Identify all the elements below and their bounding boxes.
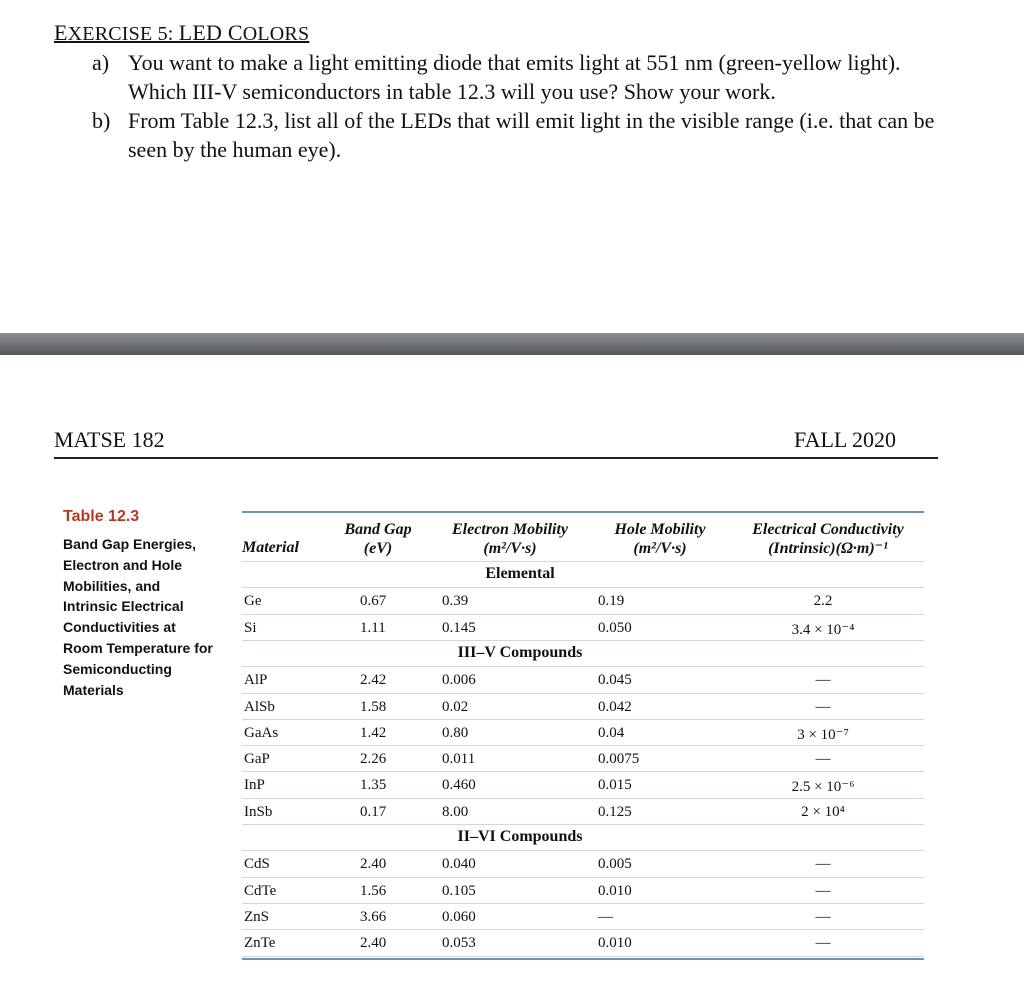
section-heading: III–V Compounds bbox=[457, 643, 583, 661]
cell-hole-mobility: 0.010 bbox=[598, 882, 632, 899]
term: FALL 2020 bbox=[794, 427, 897, 452]
cell-band-gap: 0.67 bbox=[360, 593, 387, 610]
cell-electron-mobility: 0.006 bbox=[442, 672, 476, 689]
cell-material: CdTe bbox=[244, 882, 277, 899]
cell-electron-mobility: 0.460 bbox=[442, 777, 476, 794]
cell-band-gap: 0.17 bbox=[360, 803, 387, 820]
row-rule bbox=[242, 903, 924, 904]
cell-conductivity: 2.5 × 10⁻⁶ bbox=[791, 779, 855, 796]
section-end-rule bbox=[242, 956, 924, 957]
row-rule bbox=[242, 771, 924, 772]
cell-material: GaAs bbox=[244, 724, 279, 741]
cell-electron-mobility: 0.105 bbox=[442, 882, 476, 899]
header-rule bbox=[242, 561, 924, 562]
cell-band-gap: 2.40 bbox=[360, 856, 387, 873]
question-b-text: From Table 12.3, list all of the LEDs that will emit light in the visible range (i.e. that can be seen by the human eye). bbox=[128, 108, 935, 162]
cell-hole-mobility: 0.005 bbox=[598, 856, 632, 873]
row-rule bbox=[242, 719, 924, 720]
cell-electron-mobility: 0.060 bbox=[442, 908, 476, 925]
cell-material: InSb bbox=[244, 803, 273, 820]
cell-material: Si bbox=[244, 619, 257, 636]
cell-material: GaP bbox=[244, 751, 270, 768]
cell-electron-mobility: 0.053 bbox=[442, 935, 476, 952]
cell-conductivity: 3.4 × 10⁻⁴ bbox=[791, 621, 855, 638]
cell-material: ZnS bbox=[244, 908, 270, 925]
row-rule bbox=[242, 850, 924, 851]
section-heading: II–VI Compounds bbox=[457, 828, 583, 845]
cell-band-gap: 3.66 bbox=[360, 908, 387, 925]
question-a-text: You want to make a light emitting diode that emits light at 551 nm (green-yellow light). Which III-V semiconductors in table 12.3 will you use? Show your work. bbox=[128, 50, 901, 104]
cell-band-gap: 1.58 bbox=[360, 698, 387, 715]
cell-hole-mobility: 0.04 bbox=[598, 724, 625, 741]
cell-hole-mobility: 0.045 bbox=[598, 672, 632, 689]
cell-conductivity: 2.2 bbox=[813, 593, 833, 610]
table-number: Table 12.3 bbox=[63, 508, 140, 525]
cell-band-gap: 1.56 bbox=[360, 882, 387, 899]
cell-conductivity: — bbox=[815, 751, 831, 768]
cell-hole-mobility: 0.015 bbox=[598, 777, 632, 794]
cell-band-gap: 2.40 bbox=[360, 935, 387, 952]
exercise-title: EXERCISE 5: LED COLORS bbox=[54, 20, 310, 45]
page-separator-band bbox=[0, 333, 1024, 355]
cell-electron-mobility: 0.040 bbox=[442, 856, 476, 873]
cell-material: InP bbox=[244, 777, 265, 794]
header-electron-mobility: Electron Mobility (m²/V·s) bbox=[452, 521, 568, 557]
row-rule bbox=[242, 877, 924, 878]
row-rule bbox=[242, 929, 924, 930]
table-bottom-rule bbox=[242, 958, 924, 960]
cell-conductivity: — bbox=[815, 856, 831, 873]
cell-hole-mobility: — bbox=[598, 908, 613, 925]
cell-conductivity: — bbox=[815, 698, 831, 715]
cell-conductivity: — bbox=[815, 908, 831, 925]
row-rule bbox=[242, 798, 924, 799]
cell-hole-mobility: 0.0075 bbox=[598, 751, 640, 768]
question-a-label: a) bbox=[92, 50, 110, 75]
table-top-rule bbox=[242, 511, 924, 513]
cell-electron-mobility: 0.145 bbox=[442, 619, 476, 636]
section-end-rule bbox=[242, 640, 924, 641]
header-rule bbox=[54, 457, 938, 459]
cell-hole-mobility: 0.125 bbox=[598, 803, 632, 820]
header-band-gap: Band Gap (eV) bbox=[344, 521, 412, 557]
question-b-label: b) bbox=[92, 108, 111, 133]
cell-conductivity: — bbox=[815, 882, 831, 899]
table-caption: Band Gap Energies, Electron and Hole Mobilities, and Intrinsic Electrical Conductivities at Room Temperature for Semiconducting Materials bbox=[63, 536, 213, 698]
row-rule bbox=[242, 614, 924, 615]
cell-electron-mobility: 0.02 bbox=[442, 698, 469, 715]
cell-conductivity: — bbox=[815, 935, 831, 952]
cell-material: ZnTe bbox=[244, 935, 276, 952]
course-name: MATSE 182 bbox=[54, 427, 165, 452]
cell-material: AlP bbox=[244, 672, 268, 689]
cell-band-gap: 1.11 bbox=[360, 619, 386, 636]
row-rule bbox=[242, 693, 924, 694]
cell-material: AlSb bbox=[244, 698, 275, 715]
cell-electron-mobility: 0.80 bbox=[442, 724, 469, 741]
cell-band-gap: 1.35 bbox=[360, 777, 387, 794]
header-hole-mobility: Hole Mobility (m²/V·s) bbox=[614, 521, 706, 557]
cell-conductivity: 3 × 10⁻⁷ bbox=[797, 726, 849, 743]
section-end-rule bbox=[242, 824, 924, 825]
row-rule bbox=[242, 587, 924, 588]
cell-hole-mobility: 0.042 bbox=[598, 698, 632, 715]
cell-conductivity: — bbox=[815, 672, 831, 689]
row-rule bbox=[242, 745, 924, 746]
cell-electron-mobility: 0.39 bbox=[442, 593, 469, 610]
row-rule bbox=[242, 666, 924, 667]
cell-band-gap: 2.26 bbox=[360, 751, 387, 768]
cell-electron-mobility: 0.011 bbox=[442, 751, 476, 768]
cell-hole-mobility: 0.19 bbox=[598, 593, 625, 610]
cell-material: Ge bbox=[244, 593, 262, 610]
cell-band-gap: 1.42 bbox=[360, 724, 387, 741]
cell-conductivity: 2 × 10⁴ bbox=[801, 803, 845, 820]
cell-material: CdS bbox=[244, 856, 270, 873]
header-material: Material bbox=[242, 539, 299, 556]
cell-band-gap: 2.42 bbox=[360, 672, 387, 689]
cell-electron-mobility: 8.00 bbox=[442, 803, 469, 820]
header-conductivity: Electrical Conductivity (Intrinsic)(Ω·m)⁻¹ bbox=[752, 521, 904, 557]
cell-hole-mobility: 0.050 bbox=[598, 619, 632, 636]
cell-hole-mobility: 0.010 bbox=[598, 935, 632, 952]
section-heading: Elemental bbox=[485, 565, 555, 582]
